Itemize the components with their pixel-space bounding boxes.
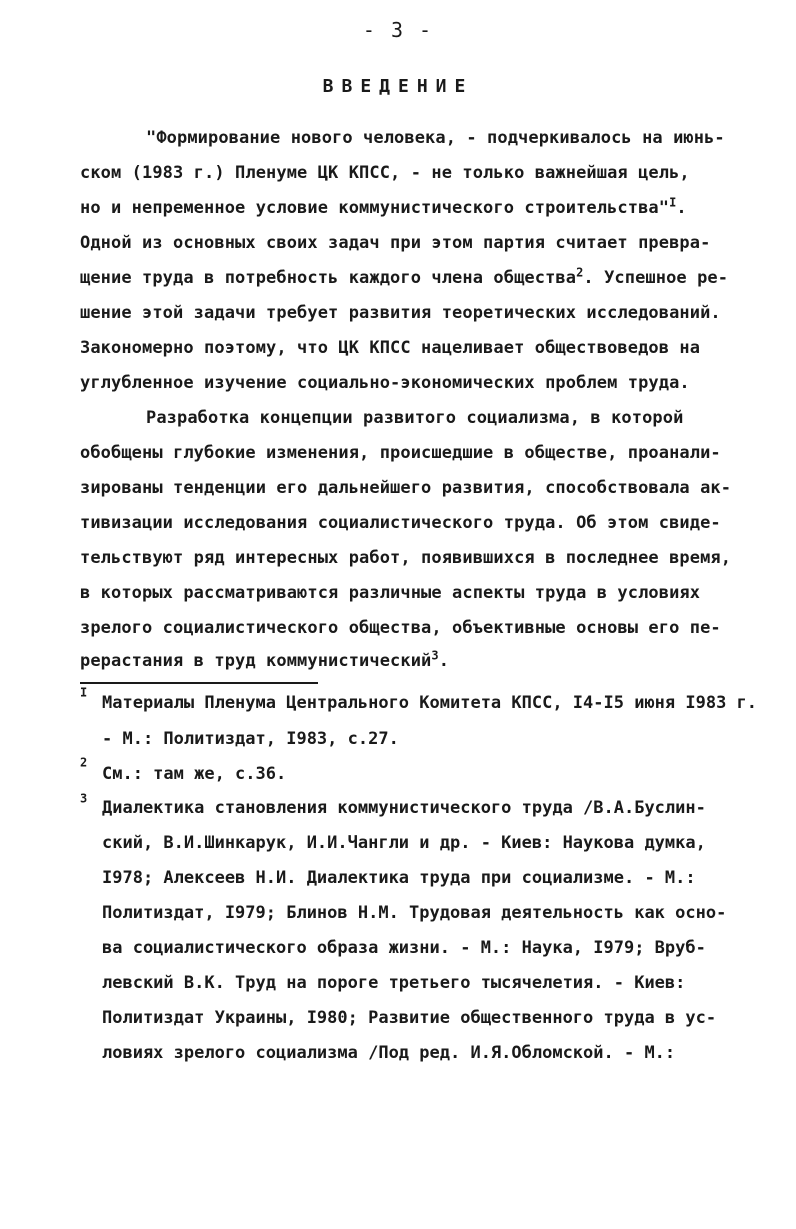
- body-line: шение этой задачи требует развития теоретических исследований.: [80, 303, 721, 323]
- body-line: "Формирование нового человека, - подчеркивалось на июнь-: [146, 128, 725, 148]
- body-line-text: но и непременное условие коммунистического строительства": [80, 198, 670, 218]
- body-line: в которых рассматриваются различные аспекты труда в условиях: [80, 583, 701, 603]
- body-line-tail: .: [438, 651, 450, 671]
- footnote-line: ловиях зрелого социализма /Под ред. И.Я.Обломской. - М.:: [102, 1043, 676, 1063]
- body-line: Закономерно поэтому, что ЦК КПСС нацеливает обществоведов на: [80, 338, 701, 358]
- footnote-mark: I: [80, 685, 88, 700]
- body-line-tail: . Успешное ре-: [583, 268, 729, 288]
- body-line: ском (1983 г.) Пленуме ЦК КПСС, - не только важнейшая цель,: [80, 163, 690, 183]
- body-line: Разработка концепции развитого социализма, в которой: [146, 408, 684, 428]
- body-line: [80, 195, 687, 218]
- footnote-line: ский, В.И.Шинкарук, И.И.Чангли и др. - Киев: Наукова думка,: [102, 833, 706, 853]
- body-line: тельствуют ряд интересных работ, появившихся в последнее время,: [80, 548, 732, 568]
- page-number: - 3 -: [362, 18, 434, 42]
- body-line: зированы тенденции его дальнейшего развития, способствовала ак-: [80, 478, 732, 498]
- body-line: углубленное изучение социально-экономических проблем труда.: [80, 373, 690, 393]
- footnote-line: ва социалистического образа жизни. - М.: Наука, I979; Вруб-: [102, 938, 706, 958]
- footnote-line: Диалектика становления коммунистического труда /В.А.Буслин-: [102, 798, 706, 818]
- footnote-line: I978; Алексеев Н.И. Диалектика труда при социализме. - М.:: [102, 868, 696, 888]
- footnote-line: Материалы Пленума Центрального Комитета КПСС, I4-I5 июня I983 г.: [102, 693, 758, 713]
- body-line-text: рерастания в труд коммунистический: [80, 651, 432, 671]
- body-line-tail: .: [676, 198, 687, 218]
- footnote-line: Политиздат, I979; Блинов Н.М. Трудовая деятельность как осно-: [102, 903, 727, 923]
- footnote-line: - М.: Политиздат, I983, с.27.: [102, 729, 399, 749]
- footnote-ref-3[interactable]: 3: [431, 648, 439, 663]
- footnote-divider: [80, 682, 318, 684]
- footnote-line: левский В.К. Труд на пороге третьего тысячелетия. - Киев:: [102, 973, 686, 993]
- footnote-ref-2[interactable]: 2: [576, 265, 584, 280]
- body-line: обобщены глубокие изменения, происшедшие в обществе, проанали-: [80, 443, 721, 463]
- body-line: [80, 648, 450, 671]
- section-heading: ВВЕДЕНИЕ: [322, 76, 474, 97]
- body-line-text: щение труда в потребность каждого члена общества: [80, 268, 577, 288]
- footnote-mark: 3: [80, 791, 88, 806]
- body-line: Одной из основных своих задач при этом партия считает превра-: [80, 233, 711, 253]
- footnote-line: См.: там же, с.36.: [102, 764, 287, 784]
- footnote-line: Политиздат Украины, I980; Развитие общественного труда в ус-: [102, 1008, 717, 1028]
- footnote-ref-1[interactable]: I: [669, 195, 677, 210]
- body-line: зрелого социалистического общества, объективные основы его пе-: [80, 618, 721, 638]
- body-line: [80, 265, 729, 288]
- body-line: тивизации исследования социалистического труда. Об этом свиде-: [80, 513, 721, 533]
- footnote-mark: 2: [80, 755, 88, 770]
